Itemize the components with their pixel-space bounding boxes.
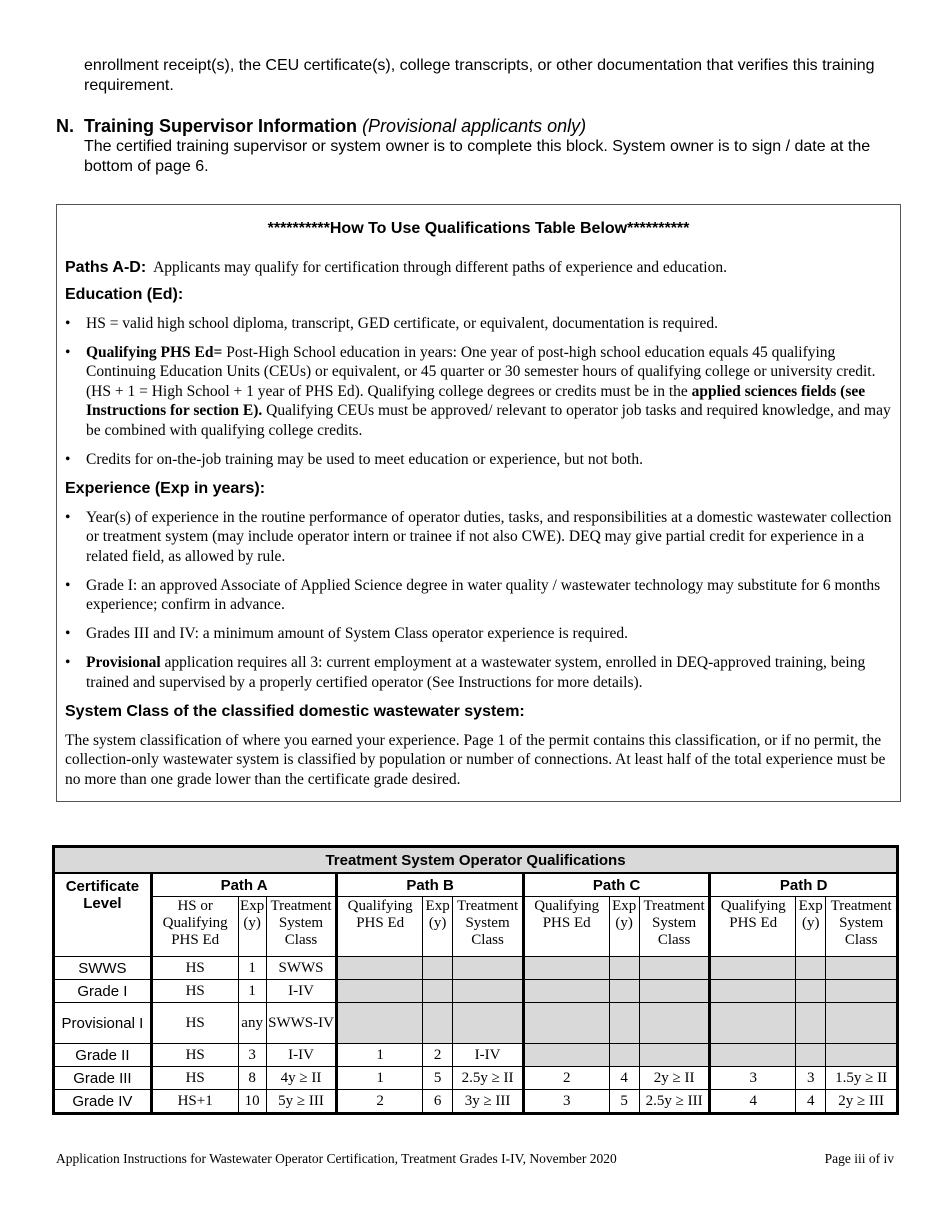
cell: I-IV (266, 1044, 337, 1067)
cell: 6 (423, 1090, 453, 1114)
cell: HS (151, 1044, 238, 1067)
col-header-exp: Exp (y) (238, 897, 266, 957)
table-row (54, 980, 898, 1003)
table-row (54, 1003, 898, 1044)
cell: 1 (238, 980, 266, 1003)
cell-empty (710, 1044, 796, 1067)
table-row (54, 1067, 898, 1090)
cell-empty (710, 1003, 796, 1044)
col-header-class: Treatment System Class (266, 897, 337, 957)
cell: 5 (423, 1067, 453, 1090)
page-number: Page iii of iv (824, 1151, 894, 1166)
path-b-header: Path B (337, 873, 524, 897)
cell: 2 (337, 1090, 423, 1114)
col-header-class: Treatment System Class (453, 897, 524, 957)
table-row (54, 1090, 898, 1114)
path-d-header: Path D (710, 873, 898, 897)
exp-grade34-text: Grades III and IV: a minimum amount of System Class operator experience is required. (86, 625, 629, 642)
section-heading (56, 115, 916, 137)
list-item: • Qualifying PHS Ed= Post-High School education in years: One year of post-high school education equals 45 qualifying Continuing Education Units (CEUs) or equivalent, or 45 quarter or 30 semester hours of qualifying college or university credit. (HS + 1 = High School + 1 year of PHS Ed). Qualifying college degrees or credits must be in the applied sciences fields (see Instructions for section E). Qualifying CEUs must be approved/ relevant to operator job tasks and required knowledge, and may be combined with qualifying college credits. (65, 343, 891, 439)
experience-list (65, 508, 892, 693)
edu-phs-text-2: Qualifying CEUs must be approved/ relevant to operator job tasks and required knowledge, and may be combined with qualifying college credits. (86, 402, 891, 439)
cell-empty (826, 1003, 898, 1044)
edu-hs-text: HS = valid high school diploma, transcript, GED certificate, or equivalent, documentation is required. (86, 314, 719, 332)
col-header-class: Treatment System Class (826, 897, 898, 957)
cell: 2.5y ≥ III (639, 1090, 710, 1114)
instructions-box (56, 204, 901, 802)
education-heading: Education (Ed): (65, 285, 184, 303)
row-level: Grade II (54, 1044, 152, 1067)
cell-empty (639, 1003, 710, 1044)
cell-empty (337, 957, 423, 980)
cell-empty (453, 957, 524, 980)
cell-empty (609, 957, 639, 980)
cell: 3 (710, 1067, 796, 1090)
cell: 1 (337, 1067, 423, 1090)
path-a-header: Path A (151, 873, 337, 897)
cell: 2 (423, 1044, 453, 1067)
cell: 4 (710, 1090, 796, 1114)
table-caption: Treatment System Operator Qualifications (54, 847, 898, 874)
cell-empty (710, 980, 796, 1003)
exp-provisional-text: application requires all 3: current employment at a wastewater system, enrolled in DEQ-approved training, being trained and supervised by a properly certified operator (See Instructions for more details). (86, 654, 866, 691)
list-item: • Grades III and IV: a minimum amount of System Class operator experience is required. (65, 625, 629, 642)
cell: 8 (238, 1067, 266, 1090)
cell-empty (639, 957, 710, 980)
list-item: • Credits for on-the-job training may be used to meet education or experience, but not both. (65, 450, 643, 468)
cell: 2y ≥ II (639, 1067, 710, 1090)
cell: 2.5y ≥ II (453, 1067, 524, 1090)
education-list (65, 314, 892, 470)
footer-title: Application Instructions for Wastewater Operator Certification, Treatment Grades I-IV, November 2020 (56, 1151, 617, 1166)
cell-empty (523, 1003, 609, 1044)
col-header-ed: Qualifying PHS Ed (523, 897, 609, 957)
system-class-heading: System Class of the classified domestic wastewater system: (65, 702, 525, 720)
page-footer (56, 1150, 894, 1168)
cell-empty (826, 980, 898, 1003)
row-level: Provisional I (54, 1003, 152, 1044)
cell-empty (796, 1003, 826, 1044)
exp-provisional-label: Provisional (86, 654, 161, 671)
section-letter: N. (56, 116, 74, 136)
cell: I-IV (266, 980, 337, 1003)
cell: SWWS-IV (266, 1003, 337, 1044)
qualifications-table (52, 845, 899, 1115)
cell: any (238, 1003, 266, 1044)
col-header-ed: Qualifying PHS Ed (710, 897, 796, 957)
cell-empty (796, 980, 826, 1003)
col-header-exp: Exp (y) (796, 897, 826, 957)
cell-empty (523, 980, 609, 1003)
row-level: Grade III (54, 1067, 152, 1090)
exp-years-text: Year(s) of experience in the routine performance of operator duties, tasks, and responsibilities at a domestic wastewater collection or treatment system (may include operator intern or trainee if not also CWE). DEQ may give partial credit for experience in a related field, as allowed by rule. (86, 508, 892, 565)
cell: 4 (796, 1090, 826, 1114)
intro-text: enrollment receipt(s), the CEU certificate(s), college transcripts, or other documentation that verifies this training requirement. (84, 57, 875, 94)
paths-label: Paths A-D: (65, 259, 147, 276)
cell: 2 (523, 1067, 609, 1090)
list-item: • Provisional application requires all 3: current employment at a wastewater system, enrolled in DEQ-approved training, being trained and supervised by a properly certified operator (See Instructions for more details). (65, 654, 866, 691)
cell: 10 (238, 1090, 266, 1114)
col-header-ed: Qualifying PHS Ed (337, 897, 423, 957)
exp-grade1-text: Grade I: an approved Associate of Applied Science degree in water quality / wastewater technology may substitute for 6 months experience; confirm in advance. (86, 576, 881, 613)
cell-empty (337, 980, 423, 1003)
cell-empty (826, 957, 898, 980)
cell: 1 (238, 957, 266, 980)
cell-empty (423, 957, 453, 980)
list-item: • HS = valid high school diploma, transcript, GED certificate, or equivalent, documentation is required. (65, 314, 719, 332)
cell: HS+1 (151, 1090, 238, 1114)
cell-empty (710, 957, 796, 980)
path-c-header: Path C (523, 873, 710, 897)
cell: 1.5y ≥ II (826, 1067, 898, 1090)
cell: HS (151, 1067, 238, 1090)
section-subtitle: (Provisional applicants only) (362, 116, 587, 136)
box-title: **********How To Use Qualifications Table Below********** (267, 220, 690, 237)
table-row (54, 1044, 898, 1067)
col-header-class: Treatment System Class (639, 897, 710, 957)
cell: 5 (609, 1090, 639, 1114)
cell: 1 (337, 1044, 423, 1067)
cell: SWWS (266, 957, 337, 980)
cell-empty (423, 1003, 453, 1044)
cell: 3y ≥ III (453, 1090, 524, 1114)
cell-empty (523, 1044, 609, 1067)
cell-empty (826, 1044, 898, 1067)
cell-empty (609, 980, 639, 1003)
table-row (54, 957, 898, 980)
edu-applied-sciences: applied sciences fields (see Instructions for section E). (86, 382, 866, 419)
cell: 3 (523, 1090, 609, 1114)
col-header-ed: HS or Qualifying PHS Ed (151, 897, 238, 957)
col-header-exp: Exp (y) (609, 897, 639, 957)
cell: 5y ≥ III (266, 1090, 337, 1114)
cell-empty (796, 957, 826, 980)
cell-empty (796, 1044, 826, 1067)
cell-empty (453, 980, 524, 1003)
cell-empty (523, 957, 609, 980)
cell-empty (423, 980, 453, 1003)
cell: 3 (238, 1044, 266, 1067)
cell-empty (609, 1044, 639, 1067)
cell: 4y ≥ II (266, 1067, 337, 1090)
cell-empty (609, 1003, 639, 1044)
cell: 4 (609, 1067, 639, 1090)
row-level: Grade IV (54, 1090, 152, 1114)
level-header: Certificate Level (54, 873, 152, 957)
col-header-exp: Exp (y) (423, 897, 453, 957)
cell: 3 (796, 1067, 826, 1090)
cell-empty (453, 1003, 524, 1044)
section-body: The certified training supervisor or system owner is to complete this block. System owner is to sign / date at the bottom of page 6. (84, 138, 871, 175)
cell-empty (639, 980, 710, 1003)
cell: I-IV (453, 1044, 524, 1067)
system-class-text: The system classification of where you earned your experience. Page 1 of the permit contains this classification, or if no permit, the collection-only wastewater system is classified by population or number of connections. At least half of the total experience must be no more than one grade lower than the certificate grade desired. (65, 731, 886, 788)
row-level: SWWS (54, 957, 152, 980)
cell: HS (151, 957, 238, 980)
paths-paragraph (65, 258, 892, 278)
cell: 2y ≥ III (826, 1090, 898, 1114)
section-title: Training Supervisor Information (84, 116, 358, 136)
edu-credits-text: Credits for on-the-job training may be used to meet education or experience, but not both. (86, 450, 643, 468)
edu-phs-text: Post-High School education in years: One year of post-high school education equals 45 qualifying Continuing Education Units (CEUs) or equivalent, or 45 quarter or 30 semester hours of qualifying college or university credit. (HS + 1 = High School + 1 year of PHS Ed). Qualifying college degrees or credits must be in the (86, 343, 876, 400)
edu-phs-label: Qualifying PHS Ed= (86, 343, 223, 361)
cell-empty (337, 1003, 423, 1044)
cell: HS (151, 980, 238, 1003)
row-level: Grade I (54, 980, 152, 1003)
experience-heading: Experience (Exp in years): (65, 479, 266, 497)
list-item: • Year(s) of experience in the routine performance of operator duties, tasks, and responsibilities at a domestic wastewater collection or treatment system (may include operator intern or trainee if not also CWE). DEQ may give partial credit for experience in a related field, as allowed by rule. (65, 508, 892, 565)
cell: HS (151, 1003, 238, 1044)
list-item: • Grade I: an approved Associate of Applied Science degree in water quality / wastewater technology may substitute for 6 months experience; confirm in advance. (65, 576, 881, 613)
cell-empty (639, 1044, 710, 1067)
paths-text: Applicants may qualify for certification through different paths of experience and education. (153, 259, 727, 276)
